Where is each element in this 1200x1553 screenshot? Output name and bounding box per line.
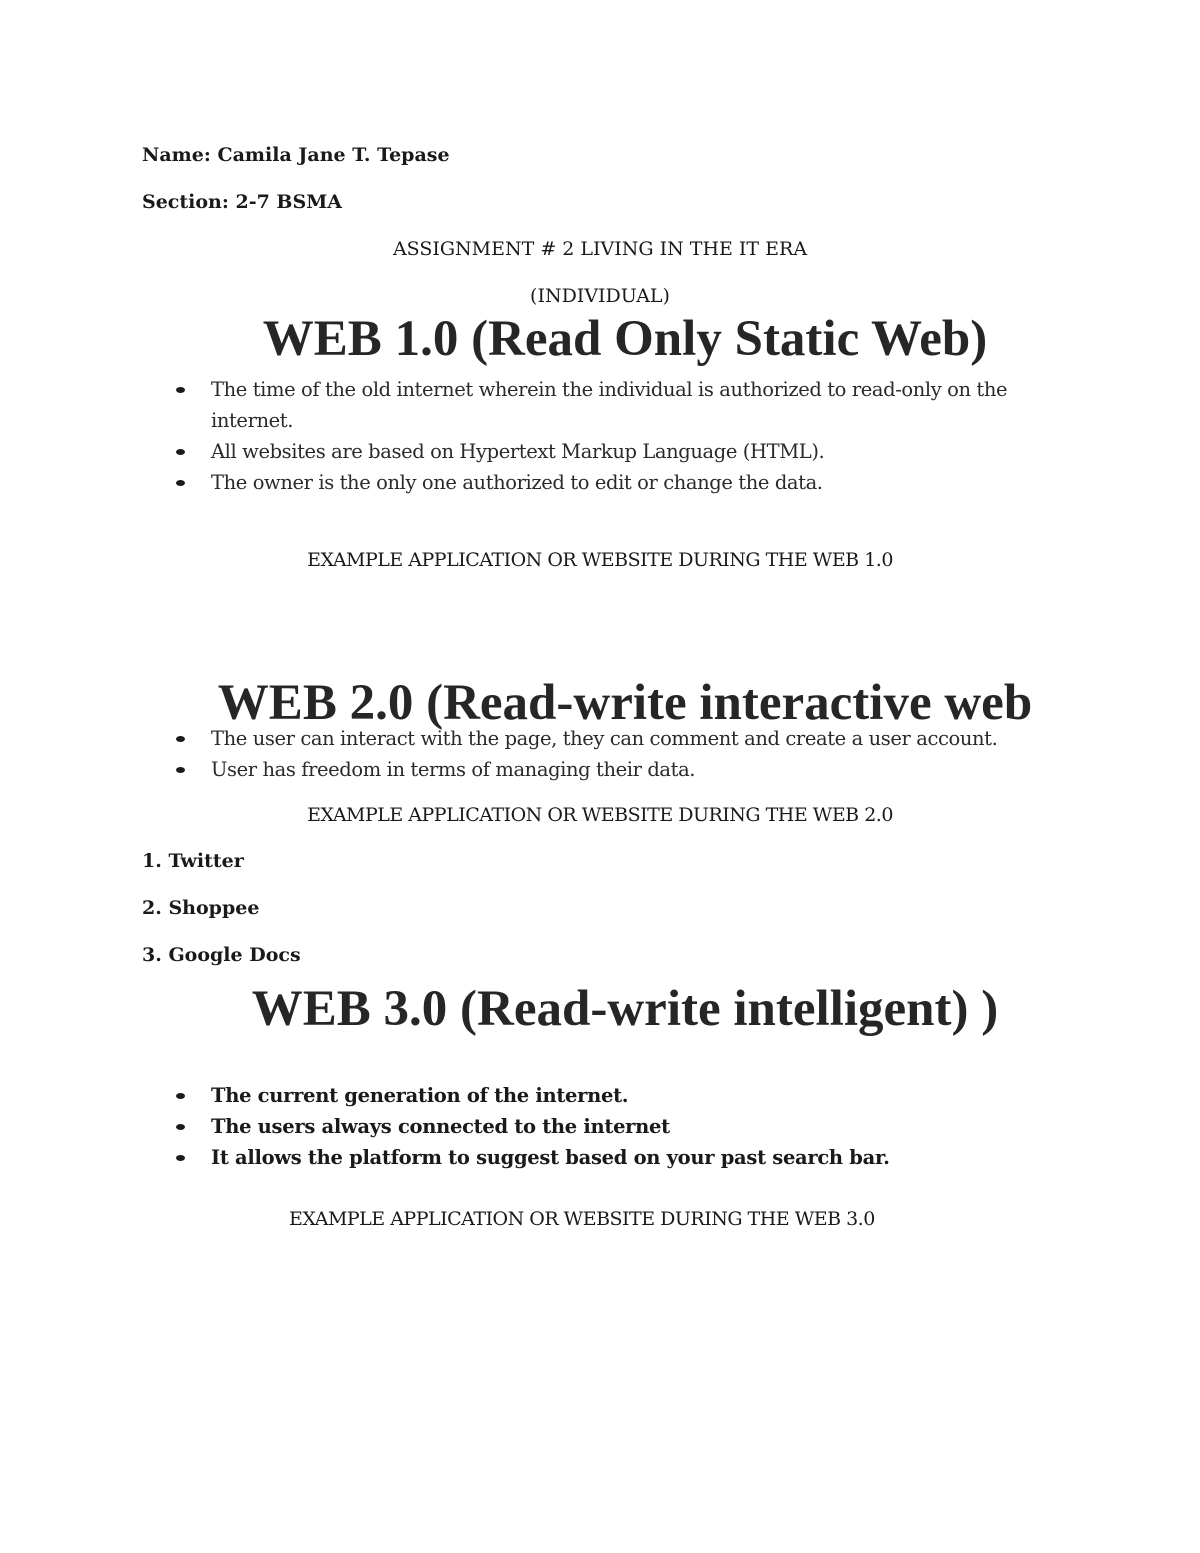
list-item: The user can interact with the page, they can comment and create a user account. bbox=[176, 723, 1036, 754]
list-item: The time of the old internet wherein the individual is authorized to read-only on the internet. bbox=[176, 374, 1036, 436]
web3-bullet-list bbox=[176, 1080, 1036, 1173]
web2-heading: WEB 2.0 (Read-write interactive web bbox=[217, 675, 1033, 731]
example-item-twitter: 1. Twitter bbox=[142, 850, 244, 872]
list-item: The users always connected to the internet bbox=[176, 1111, 1036, 1142]
example-item-google-docs: 3. Google Docs bbox=[142, 944, 301, 966]
example-item-shoppee: 2. Shoppee bbox=[142, 897, 260, 919]
list-item: User has freedom in terms of managing their data. bbox=[176, 754, 1036, 785]
web1-heading: WEB 1.0 (Read Only Static Web) bbox=[262, 311, 988, 367]
list-item: It allows the platform to suggest based on your past search bar. bbox=[176, 1142, 1036, 1173]
web3-example-heading: EXAMPLE APPLICATION OR WEBSITE DURING THE WEB 3.0 bbox=[289, 1208, 875, 1230]
list-item: The current generation of the internet. bbox=[176, 1080, 1036, 1111]
student-section: Section: 2-7 BSMA bbox=[142, 191, 342, 213]
web2-example-heading: EXAMPLE APPLICATION OR WEBSITE DURING THE WEB 2.0 bbox=[307, 804, 893, 826]
assignment-title: ASSIGNMENT # 2 LIVING IN THE IT ERA bbox=[392, 238, 808, 260]
web1-bullet-list bbox=[176, 374, 1036, 498]
list-item: All websites are based on Hypertext Markup Language (HTML). bbox=[176, 436, 1036, 467]
list-item: The owner is the only one authorized to edit or change the data. bbox=[176, 467, 1036, 498]
student-name: Name: Camila Jane T. Tepase bbox=[142, 144, 450, 166]
assignment-subtitle: (INDIVIDUAL) bbox=[530, 285, 670, 307]
web1-example-heading: EXAMPLE APPLICATION OR WEBSITE DURING THE WEB 1.0 bbox=[307, 549, 893, 571]
web2-bullet-list bbox=[176, 723, 1036, 785]
web3-heading: WEB 3.0 (Read-write intelligent) ) bbox=[251, 981, 999, 1037]
